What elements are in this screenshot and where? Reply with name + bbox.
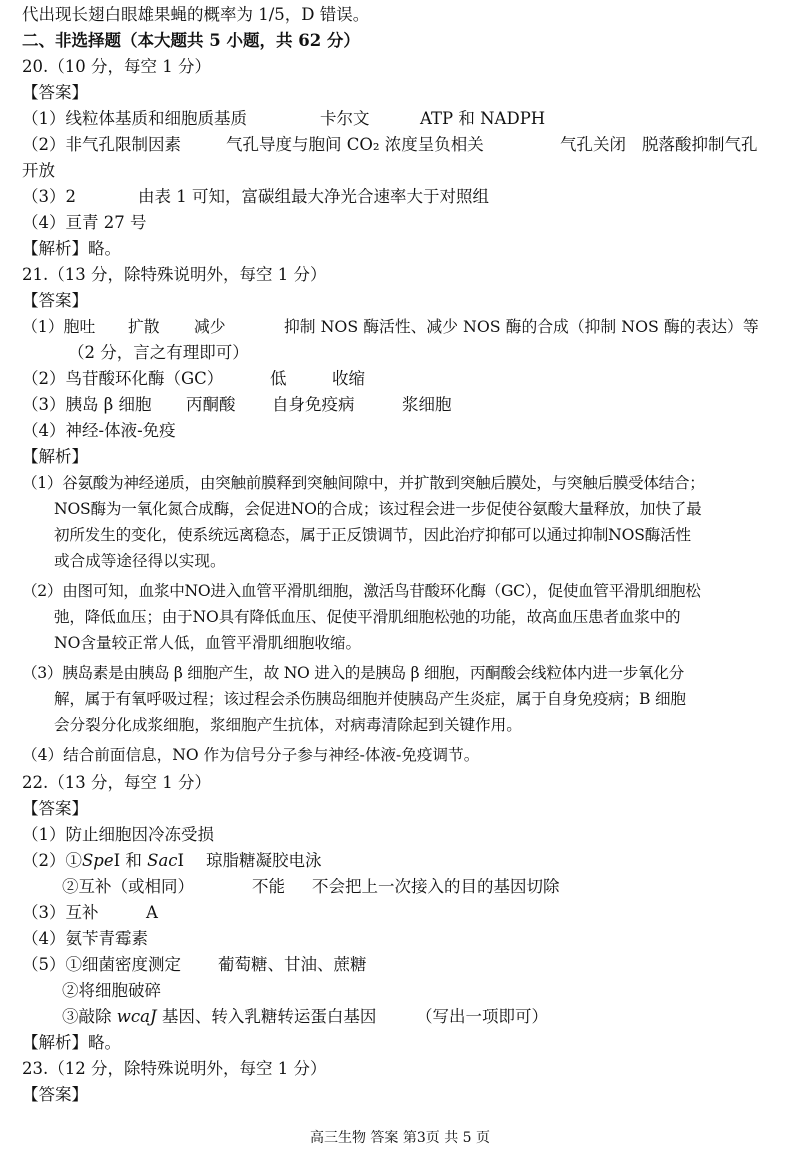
answer-item: 卡尔文: [320, 109, 370, 128]
analysis-text: 会分裂分化成浆细胞，浆细胞产生抗体，对病毒清除起到关键作用。: [54, 716, 522, 734]
answer-item: 气孔导度与胞间 CO₂ 浓度呈负相关: [226, 135, 484, 154]
analysis-text: （3）胰岛素是由胰岛 β 细胞产生，故 NO 进入的是胰岛 β 细胞，丙酮酸会线粒体内进一步氧化分: [22, 664, 684, 682]
answer-item: ③敲除 wcaJ 基因、转入乳糖转运蛋白基因: [62, 1007, 377, 1026]
text-line: ②将细胞破碎: [62, 981, 161, 1000]
text-line: 开放: [22, 161, 55, 180]
answer-item: （2）①SpeⅠ 和 SacⅠ: [22, 851, 185, 870]
answer-label: 【答案】: [22, 83, 88, 102]
answer-item: （3）胰岛 β 细胞: [22, 395, 152, 414]
question-heading: 20.（10 分，每空 1 分）: [22, 57, 211, 76]
analysis-text: （2）由图可知，血浆中NO进入血管平滑肌细胞，激活鸟苷酸环化酶（GC），促使血管平滑肌细胞松: [22, 582, 701, 600]
answer-item: 不能: [252, 877, 285, 896]
question-heading: 21.（13 分，除特殊说明外，每空 1 分）: [22, 265, 327, 284]
answer-item: （3）互补: [22, 903, 99, 922]
text-line: （4）氨苄青霉素: [22, 929, 148, 948]
answer-label: 【答案】: [22, 799, 88, 818]
answer-item: （1）胞吐: [22, 317, 96, 336]
analysis-text: 解，属于有氧呼吸过程；该过程会杀伤胰岛细胞并使胰岛产生炎症，属于自身免疫病；B 细胞: [54, 690, 686, 708]
analysis-text: （4）结合前面信息，NO 作为信号分子参与神经-体液-免疫调节。: [22, 746, 480, 764]
analysis-text: NOS酶为一氧化氮合成酶，会促进NO的合成；该过程会进一步促使谷氨酸大量释放，加快了最: [54, 500, 702, 518]
answer-item: ATP 和 NADPH: [420, 109, 546, 128]
answer-item: （1）线粒体基质和细胞质基质: [22, 109, 247, 128]
answer-item: 自身免疫病: [272, 395, 355, 414]
answer-item: （5）①细菌密度测定: [22, 955, 181, 974]
answer-item: 低: [270, 369, 287, 388]
answer-item: 收缩: [332, 369, 365, 388]
text-line: （1）防止细胞因冷冻受损: [22, 825, 214, 844]
answer-item: 浆细胞: [402, 395, 452, 414]
analysis-text: 或合成等途径得以实现。: [54, 552, 226, 570]
analysis-label: 【解析】略。: [22, 239, 121, 258]
answer-item: A: [146, 903, 158, 922]
answer-item: 葡萄糖、甘油、蔗糖: [218, 955, 367, 974]
text-line: （2 分，言之有理即可）: [68, 343, 249, 362]
analysis-text: 初所发生的变化，使系统远离稳态，属于正反馈调节，因此治疗抑郁可以通过抑制NOS酶活性: [54, 526, 691, 544]
question-heading: 23.（12 分，除特殊说明外，每空 1 分）: [22, 1059, 327, 1078]
analysis-text: 弛，降低血压；由于NO具有降低血压、促使平滑肌细胞松弛的功能，故高血压患者血浆中的: [54, 608, 681, 626]
page-footer: 高三生物 答案 第3页 共 5 页: [309, 1130, 491, 1146]
analysis-text: NO含量较正常人低，血管平滑肌细胞收缩。: [54, 634, 362, 652]
answer-item: （写出一项即可）: [416, 1007, 548, 1026]
answer-item: 减少: [194, 317, 226, 336]
answer-item: 抑制 NOS 酶活性、减少 NOS 酶的合成（抑制 NOS 酶的表达）等: [284, 317, 759, 336]
answer-item: 不会把上一次接入的目的基因切除: [312, 877, 560, 896]
answer-item: 扩散: [128, 317, 160, 336]
answer-label: 【答案】: [22, 1085, 88, 1104]
answer-item: （2）鸟苷酸环化酶（GC）: [22, 369, 224, 388]
section-heading: 二、非选择题（本大题共 5 小题，共 62 分）: [22, 31, 360, 50]
answer-item: 琼脂糖凝胶电泳: [206, 851, 322, 870]
answer-item: 由表 1 可知，富碳组最大净光合速率大于对照组: [138, 187, 489, 206]
question-heading: 22.（13 分，每空 1 分）: [22, 773, 211, 792]
answer-item: 气孔关闭: [560, 135, 626, 154]
answer-item: ②互补（或相同）: [62, 877, 194, 896]
analysis-label: 【解析】略。: [22, 1033, 121, 1052]
analysis-text: （1）谷氨酸为神经递质，由突触前膜释到突触间隙中，并扩散到突触后膜处，与突触后膜受体结合；: [22, 474, 705, 492]
answer-item: （2）非气孔限制因素: [22, 135, 181, 154]
answer-item: （3）2: [22, 187, 76, 206]
text-line: （4）亘青 27 号: [22, 213, 147, 232]
text-line: 代出现长翅白眼雄果蝇的概率为 1/5，D 错误。: [22, 5, 370, 24]
answer-item: 脱落酸抑制气孔: [642, 135, 758, 154]
analysis-label: 【解析】: [22, 447, 88, 466]
answer-label: 【答案】: [22, 291, 88, 310]
answer-item: 丙酮酸: [186, 395, 236, 414]
text-line: （4）神经-体液-免疫: [22, 421, 176, 440]
